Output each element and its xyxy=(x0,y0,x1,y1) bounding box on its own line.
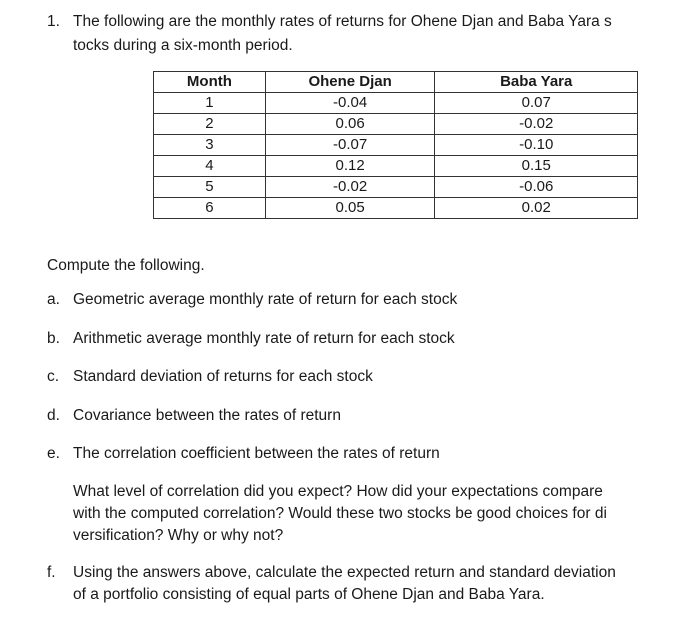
table-row xyxy=(154,135,638,156)
item-text xyxy=(73,562,616,606)
table-row xyxy=(154,177,638,198)
compute-label: Compute the following. xyxy=(47,257,205,274)
question-stem-line: tocks during a six-month period. xyxy=(73,37,293,54)
cell-ohene-djan: -0.02 xyxy=(265,177,435,198)
table-row xyxy=(154,156,638,177)
header-baba-yara: Baba Yara xyxy=(435,72,638,93)
followup-line: versification? Why or why not? xyxy=(73,527,284,544)
table-row xyxy=(154,114,638,135)
followup-line: What level of correlation did you expect? How did your expectations compare xyxy=(73,483,603,500)
cell-baba-yara: 0.02 xyxy=(435,198,638,219)
cell-baba-yara: 0.15 xyxy=(435,156,638,177)
table-row xyxy=(154,93,638,114)
item-text-line: Arithmetic average monthly rate of return for each stock xyxy=(73,330,455,347)
cell-ohene-djan: 0.06 xyxy=(265,114,435,135)
item-letter: b. xyxy=(47,330,60,347)
cell-month: 5 xyxy=(154,177,266,198)
item-letter: d. xyxy=(47,407,60,424)
item-letter: a. xyxy=(47,291,60,308)
cell-baba-yara: -0.02 xyxy=(435,114,638,135)
table-header-row xyxy=(154,72,638,93)
item-letter: e. xyxy=(47,445,60,462)
cell-month: 2 xyxy=(154,114,266,135)
cell-month: 3 xyxy=(154,135,266,156)
cell-ohene-djan: 0.05 xyxy=(265,198,435,219)
question-stem xyxy=(73,10,673,58)
cell-month: 6 xyxy=(154,198,266,219)
question-stem-line: The following are the monthly rates of returns for Ohene Djan and Baba Yara s xyxy=(73,13,612,30)
item-text-line: Covariance between the rates of return xyxy=(73,407,341,424)
item-text xyxy=(73,443,440,465)
item-text-line: of a portfolio consisting of equal parts of Ohene Djan and Baba Yara. xyxy=(73,586,545,603)
item-text xyxy=(73,366,373,388)
question-number: 1. xyxy=(47,13,60,30)
followup-paragraph xyxy=(73,481,607,547)
header-month: Month xyxy=(154,72,266,93)
header-ohene-djan: Ohene Djan xyxy=(265,72,435,93)
cell-ohene-djan: -0.04 xyxy=(265,93,435,114)
cell-baba-yara: -0.10 xyxy=(435,135,638,156)
cell-ohene-djan: 0.12 xyxy=(265,156,435,177)
item-text xyxy=(73,289,457,311)
cell-ohene-djan: -0.07 xyxy=(265,135,435,156)
item-text-line: Geometric average monthly rate of return for each stock xyxy=(73,291,458,308)
table-row xyxy=(154,198,638,219)
item-text xyxy=(73,405,341,427)
item-text-line: Standard deviation of returns for each stock xyxy=(73,368,373,385)
returns-table xyxy=(153,71,638,219)
cell-month: 4 xyxy=(154,156,266,177)
item-letter: c. xyxy=(47,368,60,385)
item-text-line: The correlation coefficient between the rates of return xyxy=(73,445,440,462)
item-text-line: Using the answers above, calculate the expected return and standard deviation xyxy=(73,564,616,581)
item-letter: f. xyxy=(47,564,56,581)
cell-baba-yara: 0.07 xyxy=(435,93,638,114)
cell-month: 1 xyxy=(154,93,266,114)
item-text xyxy=(73,328,455,350)
followup-line: with the computed correlation? Would these two stocks be good choices for di xyxy=(73,505,607,522)
cell-baba-yara: -0.06 xyxy=(435,177,638,198)
